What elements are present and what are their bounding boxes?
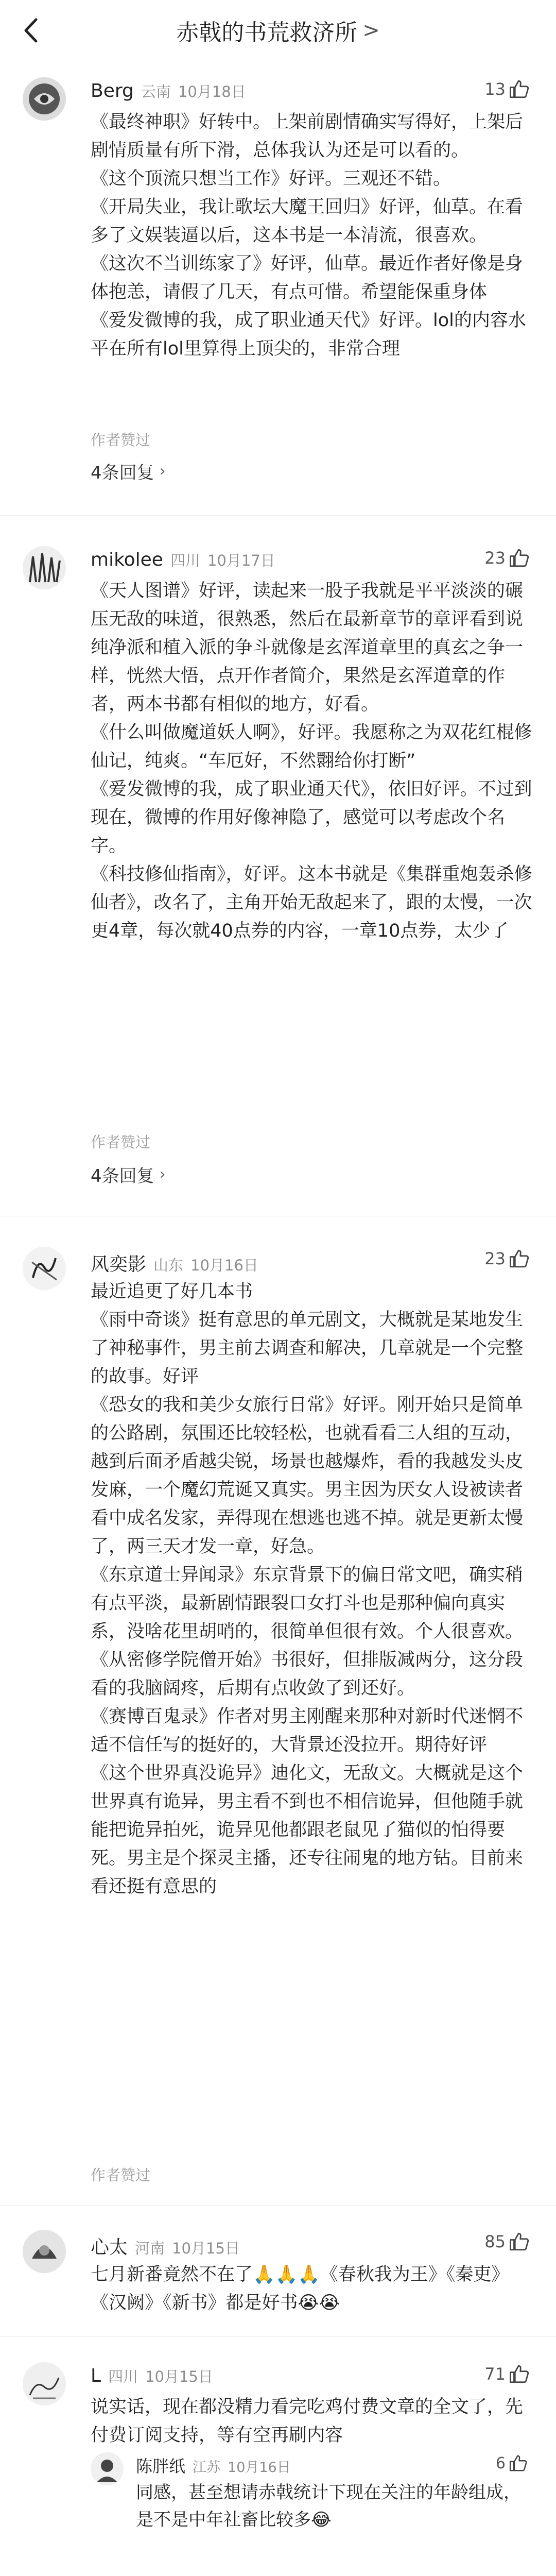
author-liked-label: 作者赞过 [91,1133,151,1151]
reply-item [91,2452,544,2576]
comment-meta: 云南 10月18日 [141,83,246,100]
username[interactable]: 陈胖纸 江苏 10月16日 [136,2453,298,2477]
top-bar [0,0,556,61]
comment-text: 《最终神职》好转中。上架前剧情确实写得好，上架后剧情质量有所下滑，总体我认为还是可以看的。 《这个顶流只想当工作》好评。三观还不错。 《开局失业，我让歌坛大魔王回归》好评，仙草。在看多了文娱装逼以后，这本书是一本清流，很喜欢。 《这次不当训练家了》好评，仙草。最近作者好像是身体抱恙，请假了几天，有点可惜。希望能保重身体 《爱发微博的我，成了职业通天代》好评。lol的内容水平在所有lol里算得上顶尖的，非常合理 [91,112,526,359]
avatar[interactable] [23,546,66,589]
reply-text: 同感，甚至想请赤戟统计下现在关注的年龄组成，是不是中年社畜比较多😂 [136,2482,521,2530]
like-count: 13 [484,79,506,99]
thumbs-up-icon [509,547,530,569]
avatar[interactable] [23,2230,66,2273]
avatar[interactable] [23,2362,66,2405]
comment-text: 《天人图谱》好评，读起来一股子我就是平平淡淡的碾压无敌的味道，很熟悉，然后在最新章节的章评看到说纯净派和植入派的争斗就像是玄浑道章里的真玄之争一样，恍然大悟，点开作者简介，果然是玄浑道章的作者，两本书都有相似的地方，好看。 《什么叫做魔道妖人啊》，好评。我愿称之为双花红棍修仙记，纯爽。“车厄好，不然翾给你打断” 《爱发微博的我，成了职业通天代》，依旧好评。不过到现在，微博的作用好像神隐了，感觉可以考虑改个名字。 《科技修仙指南》，好评。这本书就是《集群重炮轰杀修仙者》，改名了，主角开始无敌起来了，跟的太慢，一次更4章，每次就40点券的内容，一章10点券，太少了 [91,581,532,941]
username[interactable]: mikolee 四川 10月17日 [91,549,283,570]
chevron-right-icon: > [362,19,380,42]
comment-text: 七月新番竟然不在了🙏🙏🙏《春秋我为王》《秦吏》《汉阙》《新书》都是好书😭😭 [91,2264,510,2313]
comment-item [0,1247,556,2184]
avatar[interactable] [91,2452,124,2485]
username[interactable]: L 四川 10月15日 [91,2365,220,2386]
username[interactable]: 心太 河南 10月15日 [91,2233,247,2259]
view-replies-button[interactable]: 4条回复 › [91,462,166,483]
view-replies-button[interactable]: 4条回复 › [91,1165,166,1187]
comment-item [0,2362,556,2576]
username[interactable]: Berg 云南 10月18日 [91,80,253,101]
comment-meta: 四川 10月17日 [170,552,275,569]
comment-text: 最近追更了好几本书 《雨中奇谈》挺有意思的单元剧文，大概就是某地发生了神秘事件，男主前去调查和解决，几章就是一个完整的故事。好评 《恐女的我和美少女旅行日常》好评。刚开始只是简单的公路剧，氛围还比较轻松，也就看看三人组的互动，越到后面矛盾越尖锐，场景也越爆炸，看的我越发头皮发麻，一个魔幻荒诞又真实。男主因为厌女人设被读者看中成名发家，弄得现在想逃也逃不掉。就是更新太慢了，两三天才发一章，好急。 《东京道士异闻录》东京背景下的偏日常文吧，确实稍有点平淡，最新剧情跟裂口女打斗也是那种偏向真实系，没啥花里胡哨的，很简单但很有效。个人很喜欢。 《从密修学院僧开始》书很好，但排版减两分，这分段看的我脑阔疼，后期有点收敛了到还好。 《赛博百鬼录》作者对男主刚醒来那种对新时代迷惘不适不信任写的挺好的，大背景还没拉开。期待好评 《这个世界真没诡异》迪化文，无敌文。大概就是这个世界真有诡异，男主看不到也不相信诡异，但他随手就能把诡异拍死，诡异见他都跟老鼠见了猫似的怕得要死。男主是个探灵主播，还专往闹鬼的地方钻。目前来看还挺有意思的 [91,1281,524,1897]
back-icon[interactable] [19,15,44,45]
like-button[interactable] [484,2231,530,2252]
comment-item [0,2230,556,2313]
like-count: 23 [484,1249,506,1268]
comment-meta: 山东 10月16日 [153,1257,258,1274]
author-liked-label: 作者赞过 [91,2166,151,2184]
thumbs-up-icon [509,78,530,100]
like-count: 23 [484,548,506,568]
like-button[interactable] [484,547,530,569]
like-count: 85 [484,2232,506,2251]
page-title-text: 赤戟的书荒救济所 [176,20,358,46]
like-count: 71 [484,2364,506,2384]
like-button[interactable] [484,2363,530,2385]
thumbs-up-icon [509,2453,528,2473]
divider [0,2205,556,2206]
like-count: 6 [495,2454,506,2472]
comment-text: 说实话，现在都没精力看完吃鸡付费文章的全文了，先付费订阅支持，等有空再刷内容 [91,2397,524,2446]
chevron-right-icon: › [159,462,166,480]
author-liked-label: 作者赞过 [91,431,151,449]
avatar[interactable] [23,77,66,121]
page-title[interactable] [176,14,380,47]
thumbs-up-icon [509,2363,530,2385]
comment-item [0,77,556,483]
thumbs-up-icon [509,1248,530,1269]
avatar[interactable] [23,1247,66,1290]
divider [0,515,556,516]
like-button[interactable] [496,2453,528,2473]
comment-meta: 四川 10月15日 [108,2368,213,2385]
chevron-right-icon: › [159,1165,166,1183]
like-button[interactable] [484,1248,530,1269]
comment-item [0,546,556,1187]
divider [0,2336,556,2337]
comment-meta: 河南 10月15日 [135,2240,240,2257]
comment-meta: 江苏 10月16日 [193,2460,291,2476]
username[interactable]: 风奕影 山东 10月16日 [91,1250,266,1276]
like-button[interactable] [484,78,530,100]
thumbs-up-icon [509,2231,530,2252]
